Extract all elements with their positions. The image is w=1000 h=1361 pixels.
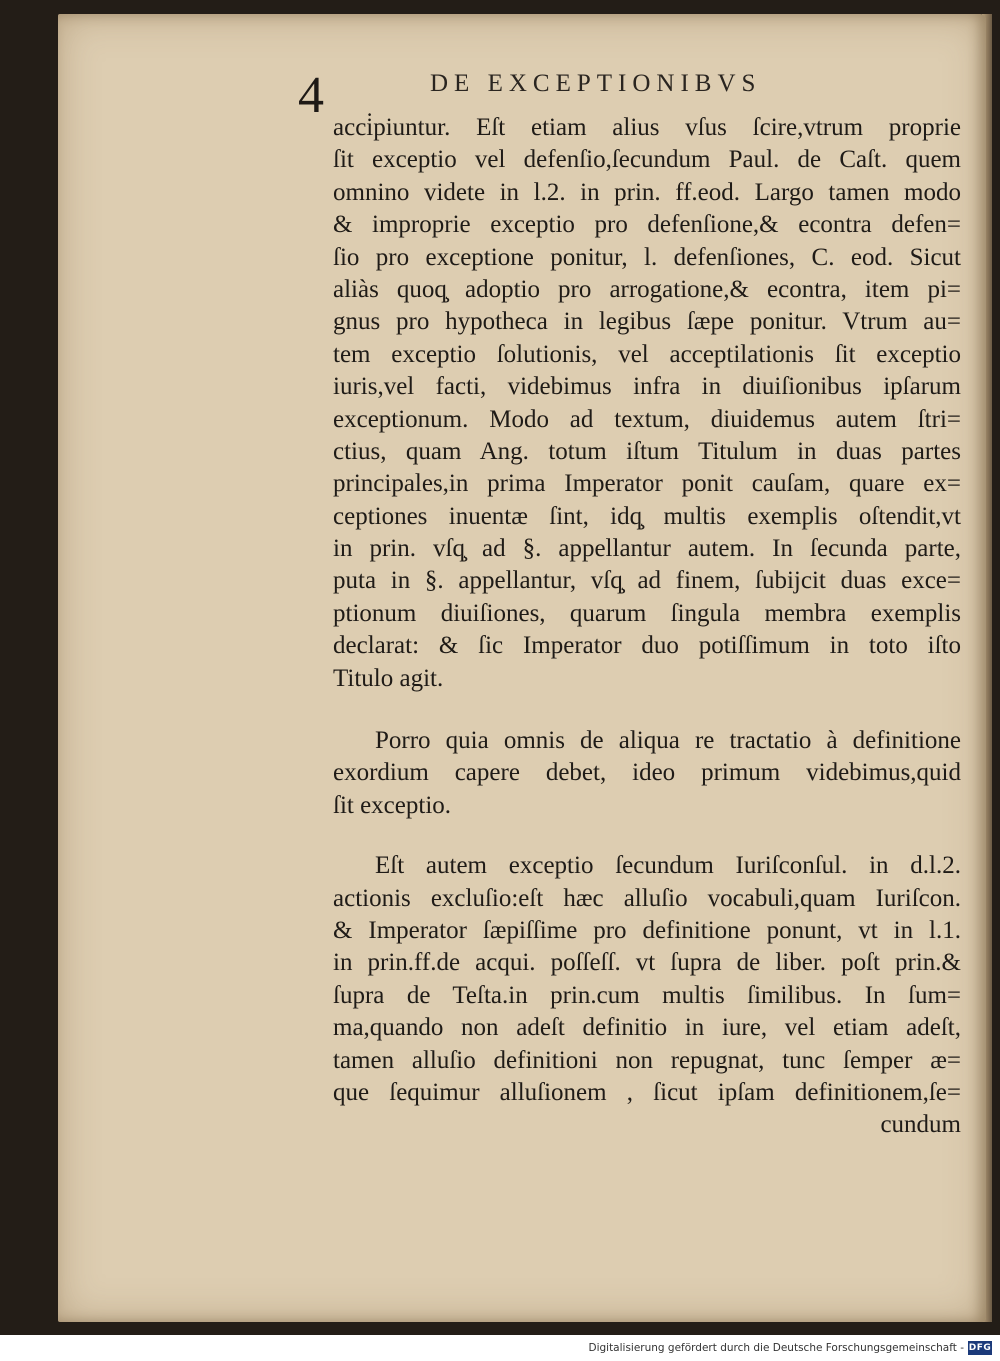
text-line: Porro quia omnis de aliqua re tractatio à definitione [375, 727, 961, 755]
text-line: puta in §. appellantur, vſq̧ ad finem, ſubijcit duas exce= [333, 567, 961, 595]
text-line: omnino videte in l.2. in prin. ff.eod. Largo tamen modo [333, 178, 961, 206]
paragraph-3 [333, 850, 961, 1109]
catchword: cundum [880, 1111, 961, 1139]
text-line: in prin. vſq̧ ad §. appellantur autem. In ſecunda parte, [333, 535, 961, 563]
text-line: ſit exceptio. [333, 791, 452, 819]
digitization-footer [0, 1335, 1000, 1361]
text-line: acci̇piuntur. Eſt etiam alius vſus ſcire,vtrum proprie [333, 114, 961, 141]
text-line: ſit exceptio vel defenſio,ſecundum Paul. de Caſt. quem [333, 146, 961, 174]
text-line: actionis excluſio:eſt hæc alluſio vocabuli,quam Iuriſcon. [333, 884, 961, 912]
text-line: iuris,vel facti, videbimus infra in diuiſionibus ipſarum [333, 373, 961, 401]
text-line: ſupra de Teſta.in prin.cum multis ſimilibus. In ſum= [333, 981, 961, 1009]
text-line: ſio pro exceptione ponitur, l. defenſiones, C. eod. Sicut [333, 243, 961, 271]
text-line: que ſequimur alluſionem , ſicut ipſam definitionem,ſe= [333, 1078, 961, 1106]
text-line: in prin.ff.de acqui. poſſeſſ. vt ſupra de liber. poſt prin.& [333, 949, 961, 977]
text-line: Titulo agit. [333, 664, 444, 692]
footer-credit: Digitalisierung gefördert durch die Deutsche Forschungsgemeinschaft - [588, 1342, 964, 1354]
paragraph-gap [333, 822, 961, 850]
text-line: declarat: & ſic Imperator duo potiſſimum in toto iſto [333, 632, 961, 660]
body-text [333, 112, 961, 1142]
text-line: tem exceptio ſolutionis, vel acceptilationis ſit exceptio [333, 340, 961, 368]
page-number: 4 [298, 67, 324, 124]
text-line: ptionum diuiſiones, quarum ſingula membra exemplis [333, 599, 961, 627]
text-line: aliàs quoq̧ adoptio pro arrogatione,& econtra, item pi= [333, 275, 961, 303]
text-line: tamen alluſio definitioni non repugnat, tunc ſemper æ= [333, 1046, 961, 1074]
paragraph-1 [333, 112, 961, 695]
text-line: ma,quando non adeſt definitio in iure, vel etiam adeſt, [333, 1014, 961, 1042]
text-line: ctius, quam Ang. totum iſtum Titulum in duas partes [333, 437, 961, 465]
text-line: principales,in prima Imperator ponit cauſam, quare ex= [333, 470, 961, 498]
text-line: exordium capere debet, ideo primum videbimus,quid [333, 759, 961, 787]
text-line: & Imperator ſæpiſſime pro definitione ponunt, vt in l.1. [333, 916, 961, 944]
text-line: ceptiones inuentæ ſint, idq̧ multis exemplis oſtendit,vt [333, 502, 961, 530]
text-line: gnus pro hypotheca in legibus ſæpe ponitur. Vtrum au= [333, 308, 961, 336]
running-head: DE EXCEPTIONIBVS [430, 70, 762, 97]
text-line: exceptionum. Modo ad textum, diuidemus autem ſtri= [333, 405, 961, 433]
text-line: Eſt autem exceptio ſecundum Iuriſconſul. in d.l.2. [375, 852, 961, 880]
paragraph-gap [333, 695, 961, 725]
dfg-logo-icon: DFG [968, 1343, 992, 1353]
text-line: & improprie exceptio pro defenſione,& econtra defen= [333, 211, 961, 239]
paragraph-2 [333, 725, 961, 822]
